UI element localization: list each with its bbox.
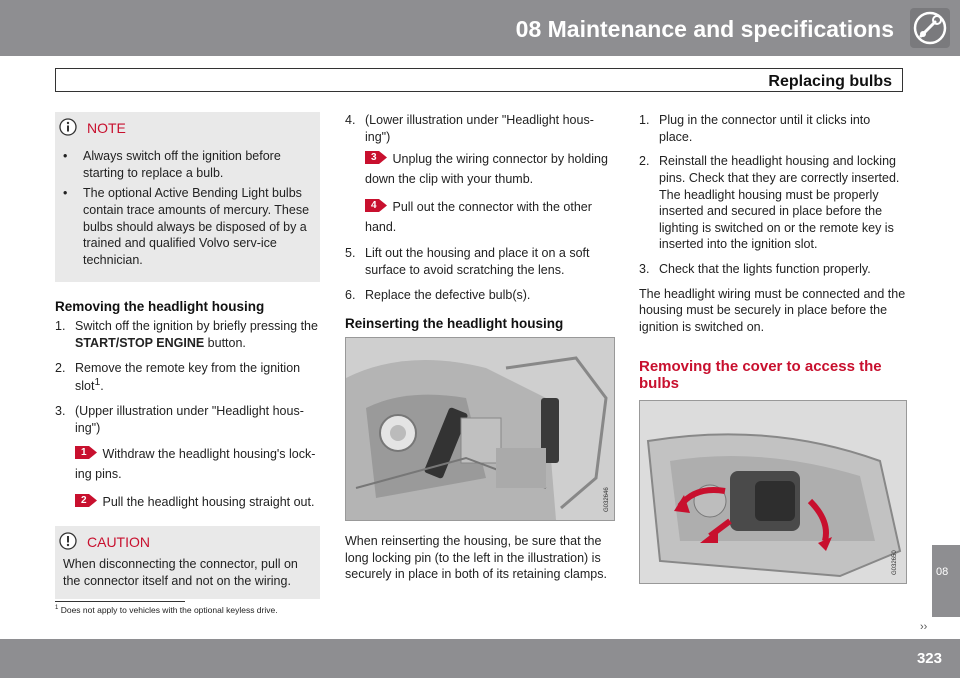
reinsert-paragraph: When reinserting the housing, be sure that the long locking pin (to the left in the illustration) is securely in place in both of its retaining clamps. — [345, 534, 607, 582]
chapter-tab-label: 08 — [936, 566, 949, 578]
wiring-paragraph: The headlight wiring must be connected and the housing must be securely in place before the ignition is switched on. — [639, 286, 906, 334]
column-left — [55, 112, 320, 599]
note-label: NOTE — [87, 120, 126, 136]
step-2: 2. Reinstall the headlight housing and locking pins. Check that they are correctly inserted. The headlight housing must be properly inserted and secured in place before the lighting is switched on or the remote key is inserted into the ignition slot. — [639, 154, 900, 252]
bullet: • — [63, 186, 68, 201]
sub-step-4: 4 Pull out the connector with the other hand. — [365, 200, 592, 235]
step-badge-icon: 2 — [75, 494, 97, 507]
step-4: 4. (Lower illustration under "Headlight hous-ing") — [345, 113, 594, 144]
wrench-gear-icon — [908, 6, 952, 50]
step-badge-icon: 1 — [75, 446, 97, 459]
note-item — [63, 185, 312, 268]
sub-step-1: 1 Withdraw the headlight housing's lock-ing pins. — [75, 447, 316, 482]
section-heading: Removing the headlight housing — [55, 299, 265, 315]
side-tab-divider — [930, 545, 931, 617]
cover-removal-illustration — [639, 400, 907, 584]
step-3: 3. (Upper illustration under "Headlight hous-ing") — [55, 403, 304, 435]
warning-icon — [59, 532, 77, 550]
reinsert-illustration — [345, 337, 615, 521]
chapter-tab[interactable] — [932, 545, 960, 617]
step-5: 5. Lift out the housing and place it on a soft surface to avoid scratching the lens. — [345, 246, 590, 277]
step-badge-icon: 3 — [365, 151, 387, 164]
chapter-title: 08 Maintenance and specifications — [515, 16, 894, 42]
headlight-housing-image — [346, 338, 614, 520]
figure-code: G032646 — [604, 487, 610, 513]
step-2: 2. Remove the remote key from the ignition slot$^1$. — [55, 360, 301, 394]
bullet: • — [63, 149, 68, 163]
note-body — [55, 142, 320, 282]
page-number: 323 — [916, 650, 942, 667]
page-header — [0, 0, 960, 56]
info-icon — [59, 118, 77, 136]
caution-text: When disconnecting the connector, pull on the connector itself and not on the wiring. — [63, 557, 298, 588]
caution-box — [55, 526, 320, 599]
note-box — [55, 112, 320, 282]
caution-label: CAUTION — [87, 534, 150, 551]
footnote-rule — [55, 601, 185, 602]
section-bar — [55, 68, 903, 92]
section-heading: Removing the cover to access the bulbs — [639, 357, 882, 392]
column-middle — [345, 112, 613, 591]
section-title: Replacing bulbs — [768, 73, 892, 90]
step-1: 1. Plug in the connector until it clicks into place. — [639, 113, 871, 144]
figure-code: G032650 — [892, 550, 898, 575]
page-footer — [0, 639, 960, 678]
section-heading: Reinserting the headlight housing — [345, 316, 564, 332]
footnote: $^1$ Does not apply to vehicles with the optional keyless drive. — [55, 605, 278, 615]
headlight-cover-image — [640, 401, 906, 583]
step-1: 1. Switch off the ignition by briefly pressing the START/STOP ENGINE button. — [55, 319, 318, 350]
column-right — [639, 112, 907, 584]
step-6: 6. Replace the defective bulb(s). — [345, 287, 531, 302]
note-text: The optional Active Bending Light bulbs contain trace amounts of mercury. These bulbs should always be disposed of by a trained and qualified Volvo serv-ice technician. — [83, 186, 310, 267]
step-3: 3. Check that the lights function properly. — [639, 262, 871, 276]
step-badge-icon: 4 — [365, 199, 387, 212]
note-text: Always switch off the ignition before starting to replace a bulb. — [83, 149, 281, 180]
caution-header — [55, 526, 320, 556]
note-item — [63, 148, 312, 181]
next-page-arrows-icon[interactable]: ›› — [920, 621, 928, 633]
sub-step-2: 2 Pull the headlight housing straight out. — [75, 492, 320, 512]
note-header — [55, 112, 320, 142]
footnote-ref: 1 — [94, 377, 101, 389]
sub-step-3: 3 Unplug the wiring connector by holding down the clip with your thumb. — [365, 152, 608, 187]
